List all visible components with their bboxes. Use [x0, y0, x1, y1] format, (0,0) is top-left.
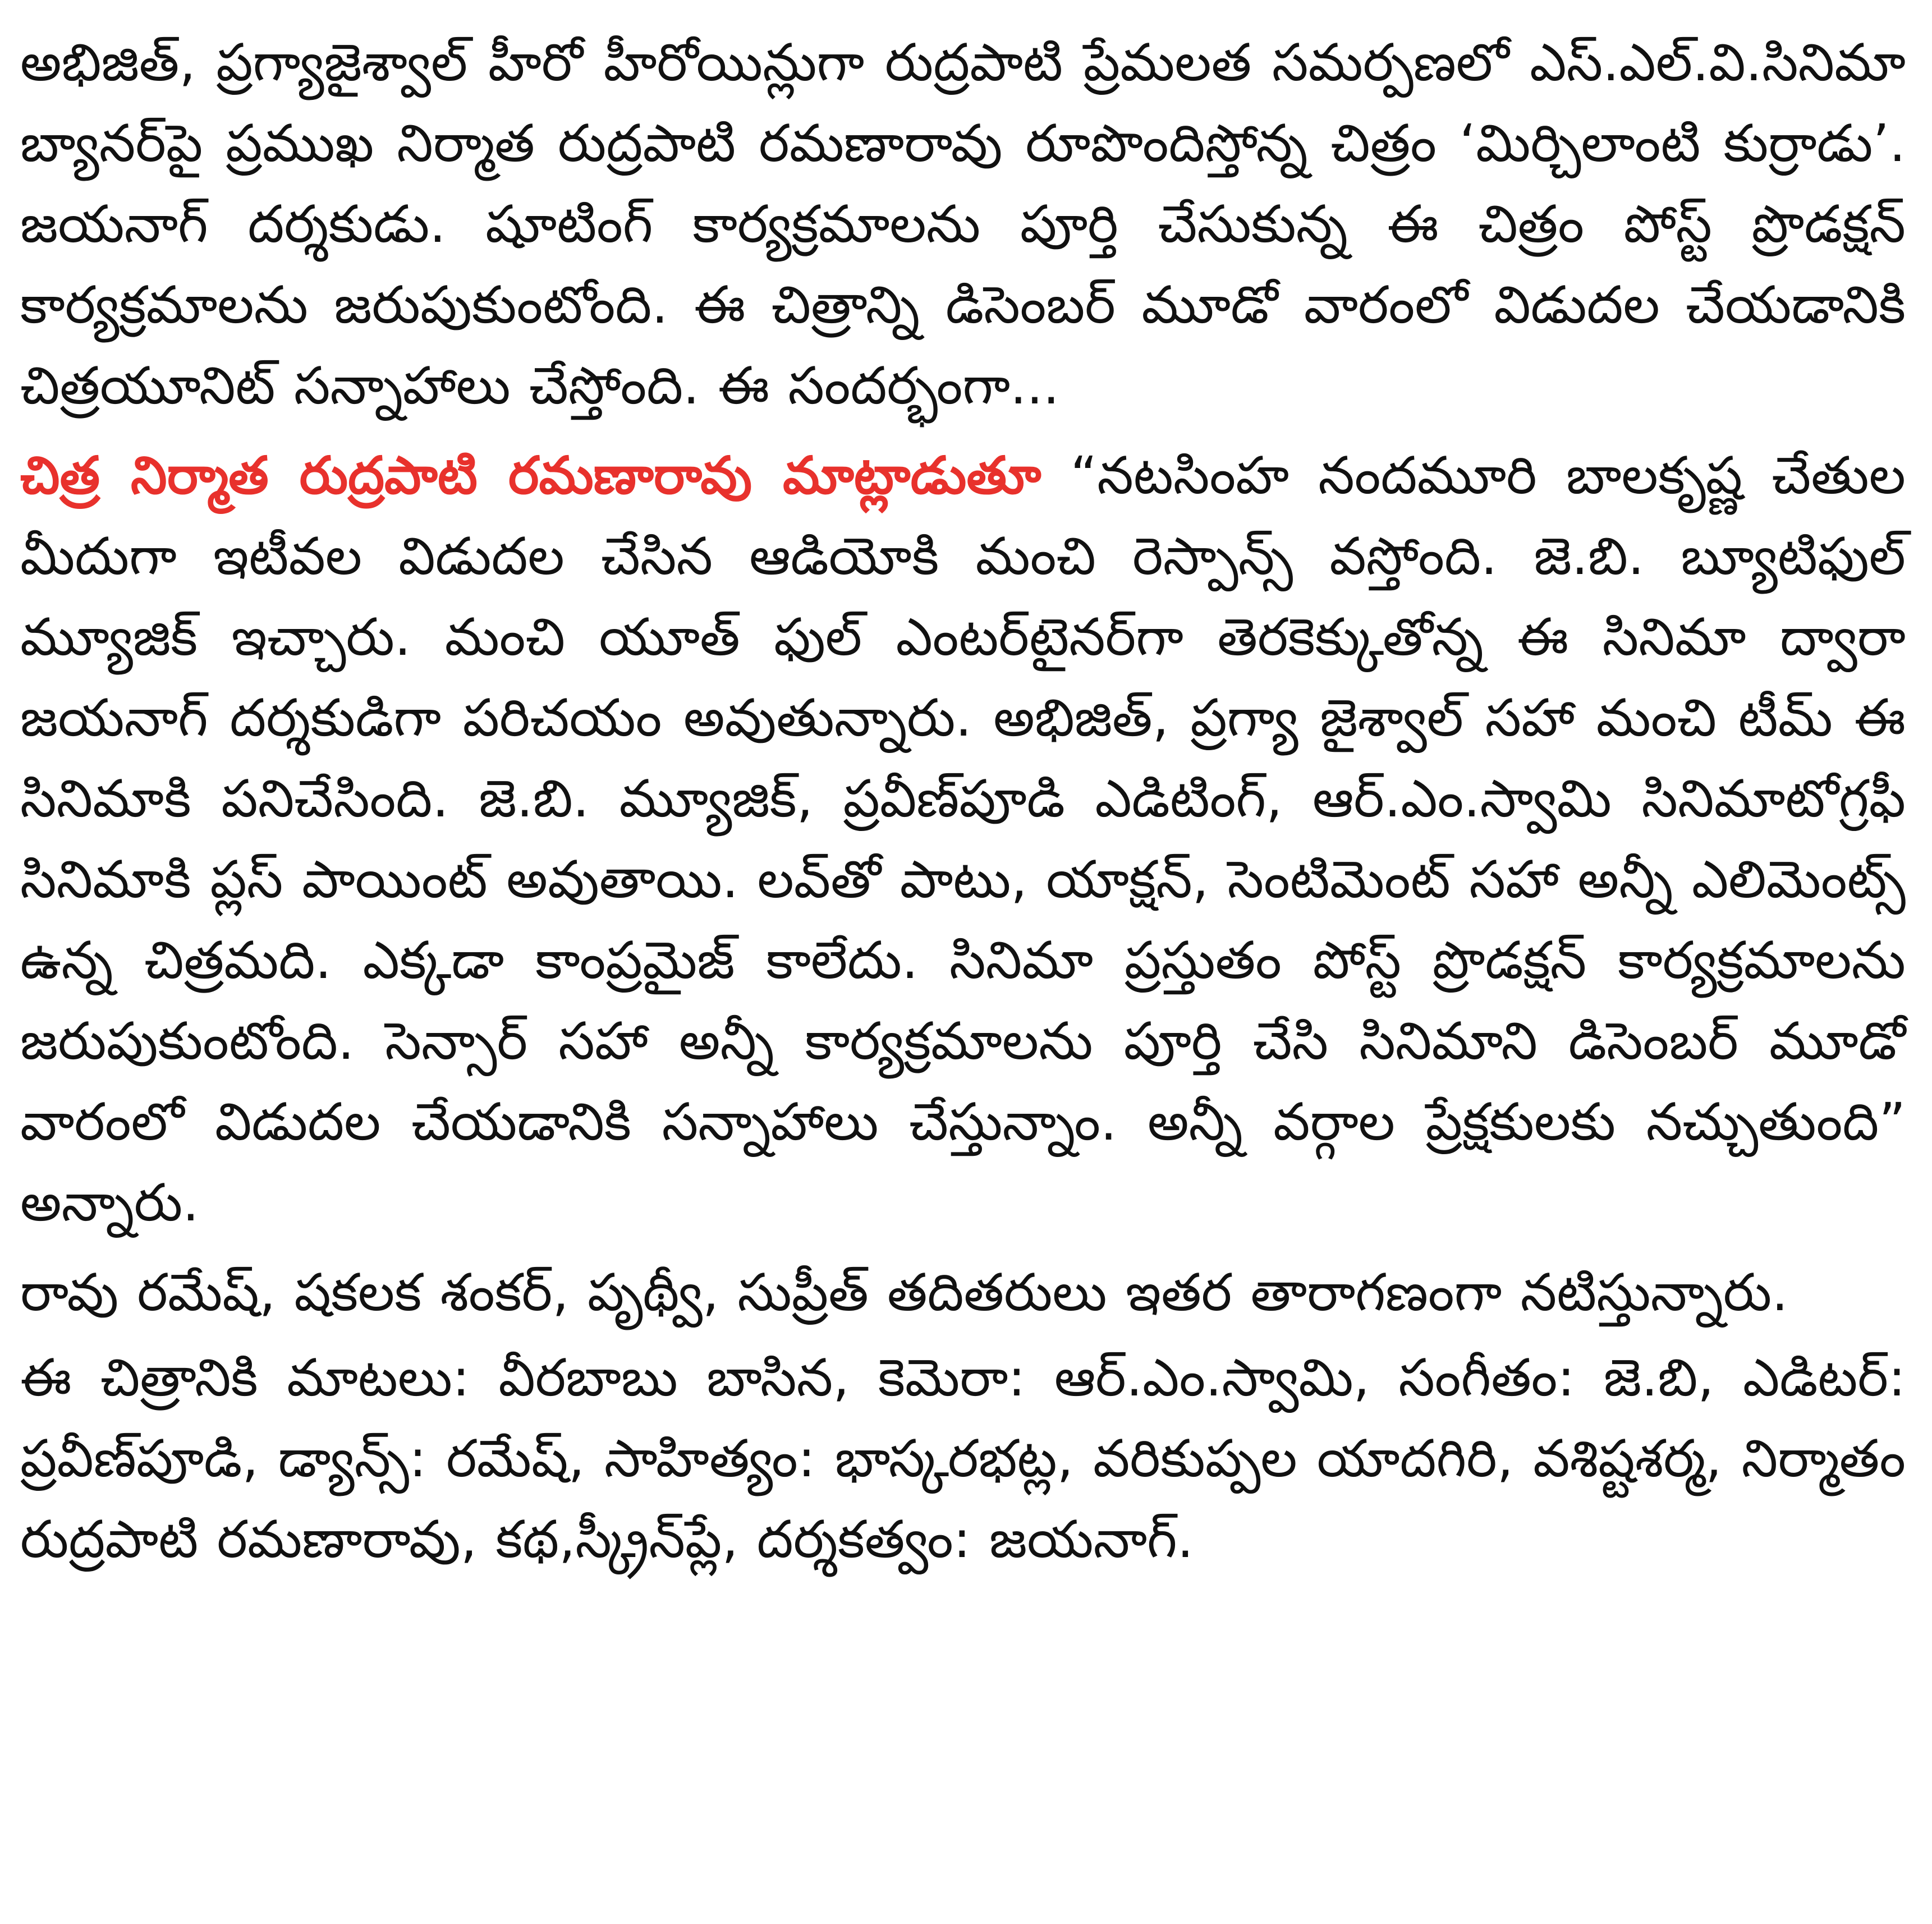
intro-paragraph: అభిజిత్, ప్రగ్యాజైశ్వాల్ హీరో హీరోయిన్లుగా రుద్రపాటి ప్రేమలత సమర్పణలో ఎస్.ఎల్.వి.సినిమా బ్యానర్‌పై ప్రముఖ నిర్మాత రుద్రపాటి రమణారావు రూపొందిస్తోన్న చిత్రం ‘మిర్చిలాంటి కుర్రాడు’. జయనాగ్ దర్శకుడు. షూటింగ్ కార్యక్రమాలను పూర్తి చేసుకున్న ఈ చిత్రం పోస్ట్ ప్రొడక్షన్ కార్యక్రమాలను జరుపుకుంటోంది. ఈ చిత్రాన్ని డిసెంబర్ మూడో వారంలో విడుదల చేయడానికి చిత్రయూనిట్ సన్నాహాలు చేస్తోంది. ఈ సందర్భంగా... [20, 33, 1906, 416]
producer-quote: “నటసింహ నందమూరి బాలకృష్ణ చేతుల మీదుగా ఇటీవల విడుదల చేసిన ఆడియోకి మంచి రెస్పాన్స్ వస్తోంది. జె.బి. బ్యూటిఫుల్ మ్యూజిక్ ఇచ్చారు. మంచి యూత్ ఫుల్ ఎంటర్‌టైనర్‌గా తెరకెక్కుతోన్న ఈ సినిమా ద్వారా జయనాగ్ దర్శకుడిగా పరిచయం అవుతున్నారు. అభిజిత్, ప్రగ్యా జైశ్వాల్ సహా మంచి టీమ్ ఈ సినిమాకి పనిచేసింది. జె.బి. మ్యూజిక్, ప్రవీణ్‌పూడి ఎడిటింగ్, ఆర్.ఎం.స్వామి సినిమాటోగ్రఫీ సినిమాకి ప్లస్ పాయింట్ అవుతాయి. లవ్‌తో పాటు, యాక్షన్, సెంటిమెంట్ సహా అన్నీ ఎలిమెంట్స్ ఉన్న చిత్రమది. ఎక్కడా కాంప్రమైజ్ కాలేదు. సినిమా ప్రస్తుతం పోస్ట్ ప్రొడక్షన్ కార్యక్రమాలను జరుపుకుంటోంది. సెన్సార్ సహా అన్నీ కార్యక్రమాలను పూర్తి చేసి సినిమాని డిసెంబర్ మూడో వారంలో విడుదల చేయడానికి సన్నాహాలు చేస్తున్నాం. అన్నీ వర్గాల ప్రేక్షకులకు నచ్చుతుంది” అన్నారు. [20, 446, 1906, 1233]
cast-paragraph: రావు రమేష్, షకలక శంకర్, పృథ్వీ, సుప్రీత్ తదితరులు ఇతర తారాగణంగా నటిస్తున్నారు. [20, 1262, 1788, 1323]
quote-paragraph [20, 435, 1906, 1243]
speaker-attribution: చిత్ర నిర్మాత రుద్రపాటి రమణారావు మాట్లాడుతూ [20, 446, 1041, 506]
article-body [20, 22, 1906, 1589]
credits-paragraph: ఈ చిత్రానికి మాటలు: వీరబాబు బాసిన, కెమెరా: ఆర్.ఎం.స్వామి, సంగీతం: జె.బి, ఎడిటర్: ప్రవీణ్‌పూడి, డ్యాన్స్: రమేష్, సాహిత్యం: భాస్కరభట్ల, వరికుప్పల యాదగిరి, వశిష్టశర్మ, నిర్మాతం రుద్రపాటి రమణారావు, కథ,స్క్రీన్‌ప్లే, దర్శకత్వం: జయనాగ్. [20, 1348, 1906, 1569]
